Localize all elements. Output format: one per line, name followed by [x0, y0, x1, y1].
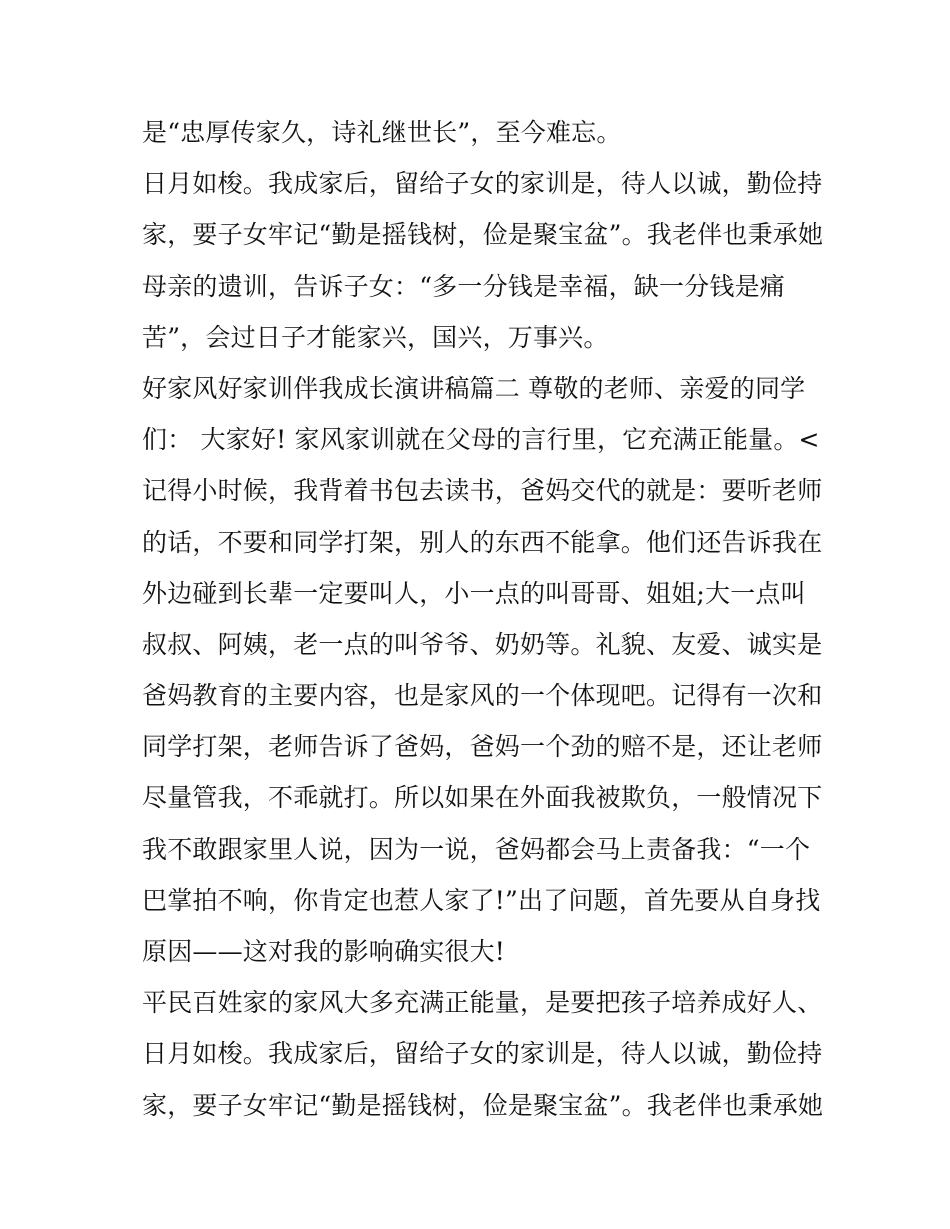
text-line: 同学打架，老师告诉了爸妈，爸妈一个劲的赔不是，还让老师: [142, 732, 823, 762]
text-line: 我不敢跟家里人说，因为一说，爸妈都会马上责备我：“一个: [142, 834, 811, 864]
text-line: 平民百姓家的家风大多充满正能量，是要把孩子培养成好人、: [142, 988, 823, 1018]
text-line: 日月如梭。我成家后，留给子女的家训是，待人以诚，勤俭持: [142, 1039, 823, 1069]
text-line: 是“忠厚传家久，诗礼继世长”，至今难忘。: [142, 118, 622, 147]
text-line: 爸妈教育的主要内容，也是家风的一个体现吧。记得有一次和: [142, 681, 823, 711]
text-line: 家，要子女牢记“勤是摇钱树，俭是聚宝盆”。我老伴也秉承她: [142, 220, 824, 250]
text-line: 好家风好家训伴我成长演讲稿篇二 尊敬的老师、亲爱的同学: [142, 373, 806, 403]
text-line: 的话，不要和同学打架，别人的东西不能拿。他们还告诉我在: [142, 527, 823, 557]
text-line: 日月如梭。我成家后，留给子女的家训是，待人以诚，勤俭持: [142, 169, 823, 199]
text-line: 们： 大家好! 家风家训就在父母的言行里，它充满正能量。<: [142, 425, 820, 455]
text-line: 外边碰到长辈一定要叫人，小一点的叫哥哥、姐姐;大一点叫: [142, 578, 806, 608]
text-line: 尽量管我，不乖就打。所以如果在外面我被欺负，一般情况下: [142, 783, 823, 813]
text-line: 家，要子女牢记“勤是摇钱树，俭是聚宝盆”。我老伴也秉承她: [142, 1090, 824, 1120]
text-line: 苦”，会过日子才能家兴，国兴，万事兴。: [142, 322, 609, 352]
document-body: [142, 107, 822, 1131]
text-line: 原因——这对我的影响确实很大!: [142, 937, 506, 966]
text-line: 巴掌拍不响，你肯定也惹人家了!”出了问题，首先要从自身找: [142, 885, 821, 915]
text-line: 叔叔、阿姨，老一点的叫爷爷、奶奶等。礼貌、友爱、诚实是: [142, 629, 823, 659]
text-line: 记得小时候，我背着书包去读书，爸妈交代的就是：要听老师: [142, 476, 823, 506]
text-line: 母亲的遗训，告诉子女：“多一分钱是幸福，缺一分钱是痛: [142, 271, 785, 301]
